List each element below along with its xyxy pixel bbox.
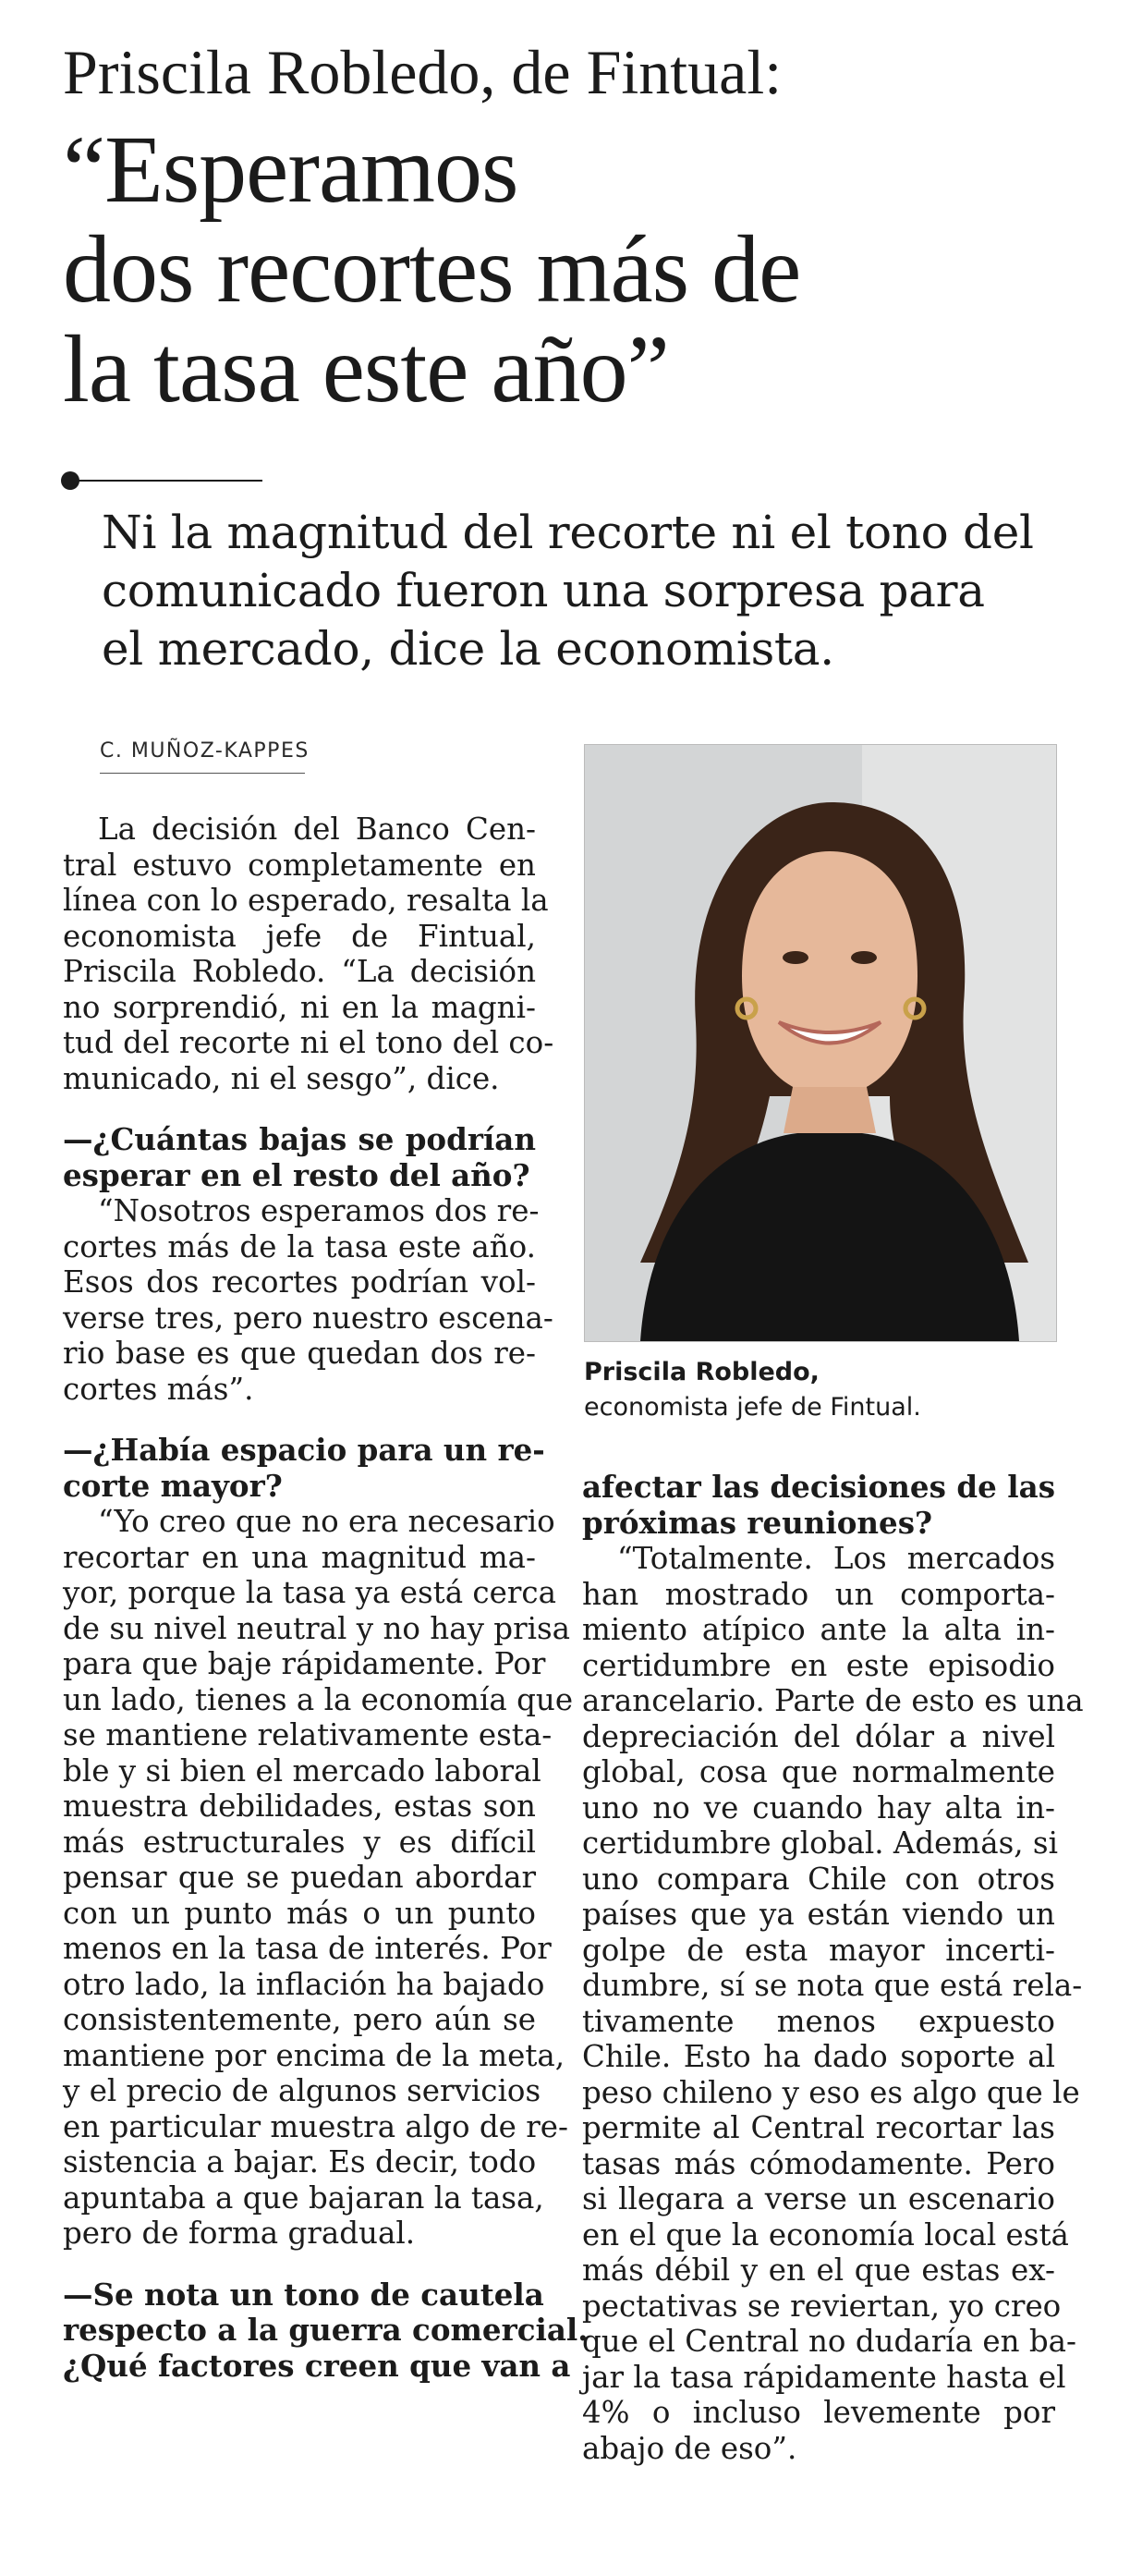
divider — [78, 480, 262, 482]
text-line: en el que la economía local está — [582, 2216, 1069, 2252]
text-line: arancelario. Parte de esto es una — [582, 1683, 1084, 1718]
headline — [63, 116, 1079, 422]
text-line: otro lado, la inflación ha bajado — [63, 1966, 545, 2002]
text-line: miento atípico ante la alta in- — [582, 1612, 1055, 1647]
question-3 — [63, 2276, 589, 2385]
text-line: sistencia a bajar. Es decir, todo — [63, 2144, 537, 2179]
text-line: peso chileno y eso es algo que le — [582, 2074, 1080, 2110]
text-line: más débil y en el que estas ex- — [582, 2252, 1055, 2288]
text-line: certidumbre global. Además, si — [582, 1825, 1059, 1861]
text-line: —Se nota un tono de cautela — [63, 2276, 544, 2313]
text-line: uno compara Chile con otros — [582, 1861, 1055, 1897]
portrait-photo — [584, 744, 1057, 1342]
text-line: menos en la tasa de interés. Por — [63, 1931, 552, 1966]
text-line: recortar en una magnitud ma- — [63, 1539, 536, 1575]
text-line: muestra debilidades, estas son — [63, 1789, 536, 1824]
question-1 — [63, 1122, 536, 1193]
intro-paragraph — [63, 812, 554, 1096]
answer-3 — [582, 1541, 1084, 2466]
lede-line: el mercado, dice la economista. — [102, 622, 834, 676]
text-line: y el precio de algunos servicios — [63, 2073, 541, 2108]
lede-line: comunicado fueron una sorpresa para — [102, 564, 985, 617]
caption-name: Priscila Robledo, — [584, 1358, 820, 1386]
text-line: global, cosa que normalmente — [582, 1754, 1055, 1789]
text-line: jar la tasa rápidamente hasta el — [582, 2359, 1066, 2395]
text-line: tud del recorte ni el tono del co- — [63, 1025, 554, 1060]
text-line: Priscila Robledo. “La decisión — [63, 954, 536, 989]
text-line: países que ya están viendo un — [582, 1897, 1055, 1932]
text-line: ble y si bien el mercado laboral — [63, 1752, 541, 1789]
text-line: abajo de eso”. — [582, 2430, 797, 2466]
text-line: no sorprendió, ni en la magni- — [63, 989, 536, 1025]
text-line: pero de forma gradual. — [63, 2216, 416, 2251]
text-line: dumbre, sí se nota que está rela- — [582, 1968, 1083, 2003]
lede-line: Ni la magnitud del recorte ni el tono del — [102, 506, 1034, 559]
kicker: Priscila Robledo, de Fintual: — [63, 37, 783, 107]
text-line: línea con lo esperado, resalta la — [63, 883, 549, 918]
text-line: cortes más de la tasa este año. — [63, 1228, 536, 1264]
text-line: economista jefe de Fintual, — [63, 918, 536, 954]
byline: C. MUÑOZ-KAPPES — [100, 739, 310, 763]
text-line: de su nivel neutral y no hay prisa — [63, 1610, 571, 1646]
text-line: 4% o incluso levemente por — [582, 2395, 1055, 2430]
left-column — [63, 812, 589, 2384]
question-2 — [63, 1432, 545, 1504]
right-column — [582, 1469, 1084, 2466]
lede — [102, 504, 1100, 678]
text-line: rio base es que quedan dos re- — [63, 1336, 536, 1371]
text-line: “Totalmente. Los mercados — [617, 1541, 1055, 1576]
text-line: depreciación del dólar a nivel — [582, 1718, 1055, 1754]
headline-line: “Esperamos — [63, 116, 518, 223]
text-line: uno no ve cuando hay alta in- — [582, 1789, 1055, 1825]
text-line: apuntaba a que bajaran la tasa, — [63, 2179, 544, 2216]
text-line: La decisión del Banco Cen- — [98, 812, 536, 847]
text-line: consistentemente, pero aún se — [63, 2002, 536, 2037]
text-line: “Nosotros esperamos dos re- — [98, 1193, 540, 1228]
text-line: se mantiene relativamente esta- — [63, 1717, 553, 1752]
text-line: certidumbre en este episodio — [582, 1647, 1055, 1683]
text-line: que el Central no dudaría en ba- — [582, 2324, 1077, 2359]
text-line: si llegara a verse un escenario — [582, 2181, 1055, 2216]
answer-2 — [63, 1504, 574, 2252]
text-line: yor, porque la tasa ya está cerca — [63, 1575, 556, 1610]
bullet-dot — [61, 471, 79, 490]
text-line: esperar en el resto del año? — [63, 1156, 530, 1193]
text-line: pensar que se puedan abordar — [63, 1860, 536, 1895]
text-line: permite al Central recortar las — [582, 2110, 1055, 2145]
headline-line: dos recortes más de — [63, 216, 801, 323]
text-line: verse tres, pero nuestro escena- — [63, 1300, 553, 1336]
text-line: ¿Qué factores creen que van a — [63, 2347, 571, 2384]
text-line: pectativas se reviertan, yo creo — [582, 2288, 1062, 2324]
text-line: en particular muestra algo de re- — [63, 2108, 568, 2144]
text-line: cortes más”. — [63, 1371, 254, 1407]
text-line: mantiene por encima de la meta, — [63, 2037, 565, 2073]
headline-line: la tasa este año” — [63, 316, 669, 422]
text-line: para que baje rápidamente. Por — [63, 1646, 546, 1681]
text-line: tral estuvo completamente en — [63, 847, 536, 883]
text-line: próximas reuniones? — [582, 1504, 933, 1541]
text-line: más estructurales y es difícil — [63, 1824, 536, 1860]
text-line: han mostrado un comporta- — [582, 1576, 1055, 1612]
answer-1 — [63, 1193, 553, 1407]
text-line: respecto a la guerra comercial. — [63, 2312, 589, 2348]
text-line: un lado, tienes a la economía que — [63, 1681, 574, 1717]
byline-underline — [100, 773, 305, 774]
text-line: tasas más cómodamente. Pero — [582, 2145, 1055, 2181]
text-line: tivamente menos expuesto — [582, 2003, 1055, 2039]
text-line: —¿Cuántas bajas se podrían — [63, 1121, 536, 1157]
text-line: afectar las decisiones de las — [582, 1469, 1055, 1505]
text-line: —¿Había espacio para un re- — [63, 1432, 545, 1468]
text-line: Chile. Esto ha dado soporte al — [582, 2039, 1055, 2074]
question-3-continued — [582, 1470, 1055, 1541]
portrait-illustration — [585, 745, 1056, 1341]
text-line: Esos dos recortes podrían vol- — [63, 1264, 536, 1300]
text-line: “Yo creo que no era necesario — [98, 1504, 555, 1539]
caption-role: economista jefe de Fintual. — [584, 1393, 921, 1422]
text-line: golpe de esta mayor incerti- — [582, 1932, 1055, 1968]
text-line: municado, ni el sesgo”, dice. — [63, 1060, 500, 1096]
photo-caption — [584, 1355, 1064, 1425]
text-line: corte mayor? — [63, 1467, 283, 1504]
text-line: con un punto más o un punto — [63, 1895, 536, 1931]
